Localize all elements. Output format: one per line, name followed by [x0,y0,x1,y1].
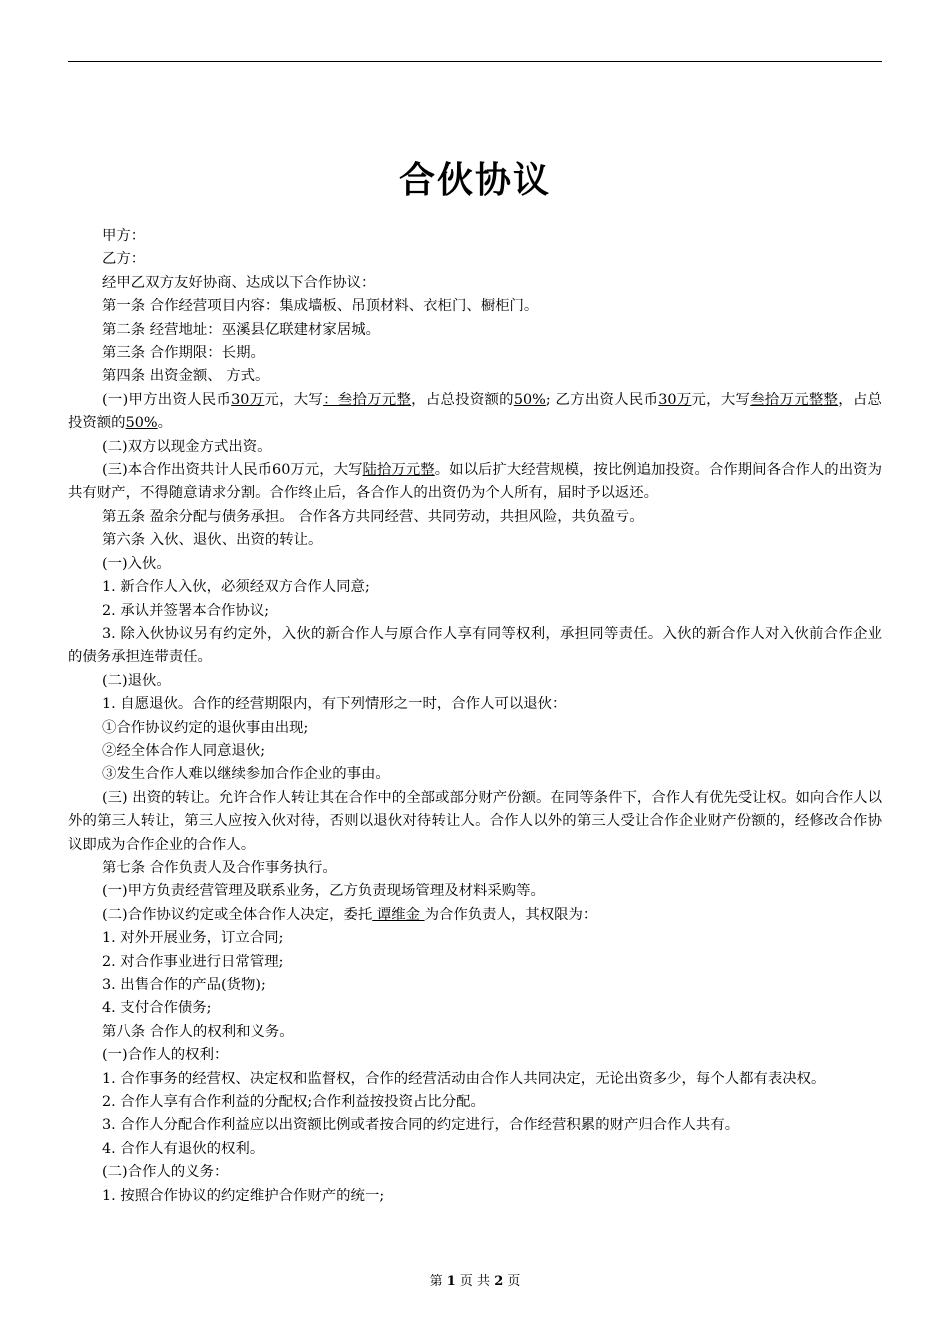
article-7-clause-1: (一)甲方负责经营管理及联系业务，乙方负责现场管理及材料采购等。 [102,883,545,900]
article-8-clause-1-item-1: 1. 合作事务的经营权、决定权和监督权，合作的经营活动由合作人共同决定，无论出资多少，每个人都有表决权。 [102,1070,826,1087]
article-6-clause-2-item-1: 1. 自愿退伙。合作的经营期限内，有下列情形之一时，合作人可以退伙： [102,696,567,713]
document-body [68,225,882,1208]
article-6-clause-3: (三) 出资的转让。允许合作人转让其在合作中的全部或部分财产份额。在同等条件下，合作人有优先受让权。如向合作人以外的第三人转让，第三人应按入伙对待，否则以退伙对待转让人。合作人以外的第三人受让合作企业财产份额的，经修改合作协议即成为合作企业的合作人。 [68,789,882,853]
article-7-clause-2-item-4: 4. 支付合作债务; [102,1000,212,1017]
intro-line: 经甲乙双方友好协商、达成以下合作协议： [102,274,376,291]
article-6-clause-1-item-1: 1. 新合作人入伙，必须经双方合作人同意; [102,579,370,596]
article-7: 第七条 合作负责人及合作事务执行。 [102,859,337,876]
article-7-clause-2-item-3: 3. 出售合作的产品(货物); [102,977,266,993]
article-8-clause-1: (一)合作人的权利： [102,1047,229,1064]
article-4: 第四条 出资金额、 方式。 [102,368,270,385]
article-7-clause-2-item-2: 2. 对合作事业进行日常管理; [102,953,284,970]
article-2: 第二条 经营地址：巫溪县亿联建材家居城。 [102,321,380,338]
article-6-clause-2-case-3: ③发生合作人难以继续参加合作企业的事由。 [102,766,390,783]
party-b-line: 乙方： [102,251,146,268]
document-title: 合伙协议 [398,160,551,201]
article-4-clause-1: (一)甲方出资人民币30万元，大写：叁拾万元整，占总投资额的50%; 乙方出资人民币30万元，大写叁拾万元整整，占总投资额的50%。 [68,391,882,432]
article-8-clause-1-item-2: 2. 合作人享有合作利益的分配权;合作利益按投资占比分配。 [102,1094,485,1111]
article-5: 第五条 盈余分配与债务承担。 合作各方共同经营、共同劳动，共担风险，共负盈亏。 [102,508,644,525]
article-8-clause-1-item-3: 3. 合作人分配合作利益应以出资额比例或者按合同的约定进行，合作经营积累的财产归合作人共有。 [102,1117,740,1134]
article-3: 第三条 合作期限：长期。 [102,345,265,362]
party-a-line: 甲方： [102,228,146,244]
article-6-clause-1-item-2: 2. 承认并签署本合作协议; [102,602,270,619]
article-6-clause-2-case-1: ①合作协议约定的退伙事由出现; [102,719,309,736]
current-page: 1 [446,1274,456,1289]
article-6-clause-1: (一)入伙。 [102,555,171,572]
article-6-clause-1-item-3: 3. 除入伙协议另有约定外，入伙的新合作人与原合作人享有同等权利，承担同等责任。入伙的新合作人对入伙前合作企业的债务承担连带责任。 [68,625,882,666]
article-6-clause-2-case-2: ②经全体合作人同意退伙; [102,742,266,759]
article-8-clause-2: (二)合作人的义务： [102,1164,229,1181]
header-rule [68,61,882,62]
article-4-clause-3: (三)本合作出资共计人民币60万元，大写陆拾万元整。如以后扩大经营规模，按比例追加投资。合作期间各合作人的出资为共有财产，不得随意请求分割。合作终止后，各合作人的出资仍为个人所有，届时予以返还。 [68,462,882,502]
article-4-clause-2: (二)双方以现金方式出资。 [102,438,272,455]
page-footer: 第 1 页 共 2 页 [429,1274,521,1289]
article-1: 第一条 合作经营项目内容：集成墙板、吊顶材料、衣柜门、橱柜门。 [102,298,539,315]
article-7-clause-2-item-1: 1. 对外开展业务，订立合同; [102,930,284,947]
total-pages: 2 [494,1274,504,1289]
article-8: 第八条 合作人的权利和义务。 [102,1023,294,1040]
article-7-clause-2: (二)合作协议约定或全体合作人决定，委托 谭维金 为合作负责人，其权限为： [102,906,598,923]
article-8-clause-2-item-1: 1. 按照合作协议的约定维护合作财产的统一; [102,1187,385,1204]
article-8-clause-1-item-4: 4. 合作人有退伙的权利。 [102,1140,265,1157]
article-6-clause-2: (二)退伙。 [102,672,171,689]
article-6: 第六条 入伙、退伙、出资的转让。 [102,532,323,549]
